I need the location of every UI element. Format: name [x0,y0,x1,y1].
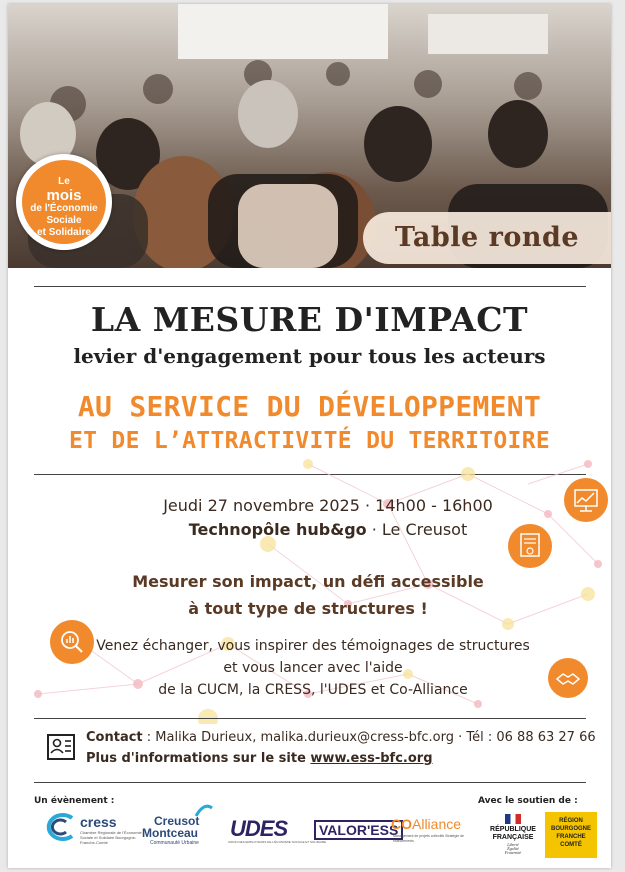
contact-details: : Malika Durieux, malika.durieux@cress-bfc.org · Tél : 06 88 63 27 66 [142,730,596,745]
region-bfc-logo [545,812,597,858]
more-info-line [86,751,433,766]
handshake-icon [548,658,588,698]
venue-name: Technopôle hub&go [188,520,367,539]
mois-ess-badge [16,154,112,250]
badge-line-3: de l'Économie [30,203,98,214]
cress-logo-icon [42,812,78,842]
cress-logo-subtitle: Chambre Régionale de l'Économie Sociale et Solidaire Bourgogne-Franche-Comté [80,830,142,845]
more-info-prefix: Plus d'informations sur le site [86,751,311,766]
valoress-logo-text: VALOR'ESS [314,820,403,840]
orange-title-line-2: ET DE L’ATTRACTIVITÉ DU TERRITOIRE [68,428,550,454]
challenge-line-2: à tout type de structures ! [188,599,428,618]
subtitle: levier d'engagement pour tous les acteurs [73,344,546,368]
creusot-logo-line-1: Creusot [154,814,200,828]
udes-logo-subtitle: UNION DES EMPLOYEURS DE L'ÉCONOMIE SOCIALE ET SOLIDAIRE [228,840,327,844]
republique-francaise-logo [478,814,548,855]
description [88,635,538,701]
poster [8,4,611,868]
chart-board-icon [564,478,608,522]
creusot-logo-line-2: Montceau [142,826,199,840]
divider-footer [34,782,586,783]
french-flag-icon [505,814,521,824]
challenge-line-1: Mesurer son impact, un défi accessible [132,572,484,591]
badge-line-4: Sociale [46,215,82,226]
description-line-3: de la CUCM, la CRESS, l'UDES et Co-Alliance [158,682,468,698]
rf-motto-1: Liberté [507,842,519,847]
contact-label: Contact [86,730,143,745]
rf-motto-2: Égalité [507,846,519,851]
website-link[interactable]: www.ess-bfc.org [310,751,433,766]
badge-disc [22,160,106,244]
support-label: Avec le soutien de : [478,796,578,806]
description-line-1: Venez échanger, vous inspirer des témoignages de structures [96,638,530,654]
orange-title-line-1: AU SERVICE DU DÉVELOPPEMENT [77,390,542,423]
header-photo [8,4,611,268]
region-line-4: COMTÉ [560,842,582,848]
badge-line-5: et Solidaire [37,227,91,238]
badge-line-1: Le [58,176,70,187]
badge-text [22,176,106,239]
udes-logo-text: UDES [230,816,288,841]
rf-title-2: FRANÇAISE [492,834,534,841]
contact-card-icon [44,729,80,765]
description-line-2: et vous lancer avec l'aide [223,660,403,676]
venue-city: · Le Creusot [366,520,468,539]
divider-contact-top [34,718,586,719]
event-label: Un évènement : [34,796,115,806]
creusot-logo-line-3: Communauté Urbaine [150,840,199,846]
region-line-2: BOURGOGNE [550,826,591,832]
coalliance-subtitle: Management de projets collectifs Stratégie de financements [393,834,465,843]
region-line-1: RÉGION [559,818,583,824]
coalliance-rest: Alliance [412,816,462,832]
rf-motto-3: Fraternité [504,850,522,855]
region-line-3: FRANCHE [556,834,586,840]
coalliance-logo [391,816,461,832]
rf-title-1: RÉPUBLIQUE [490,826,536,833]
event-venue [128,520,528,539]
main-title: LA MESURE D'IMPACT [90,300,529,339]
coalliance-co: CO [391,816,412,832]
event-date-time: Jeudi 27 novembre 2025 · 14h00 - 16h00 [163,496,493,515]
cress-logo-text: cress [80,814,117,830]
contact-line [86,730,606,745]
format-label: Table ronde [363,212,611,264]
divider-top [34,286,586,287]
badge-line-2: mois [46,187,82,204]
